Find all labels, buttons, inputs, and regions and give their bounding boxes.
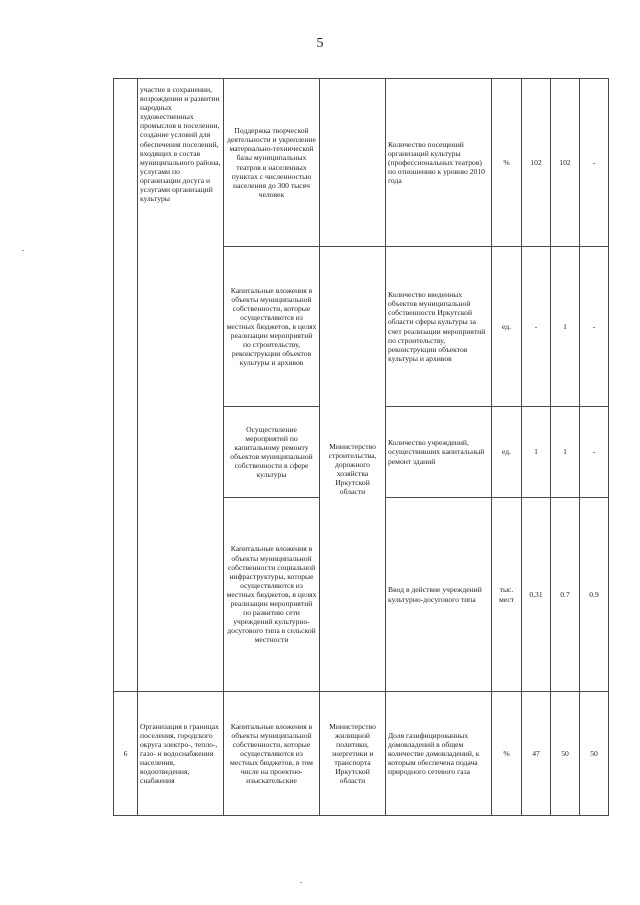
activity-cell: Осуществление мероприятий по капитальному ремонту объектов муниципальной собственности в сфере культуры — [224, 407, 320, 498]
value-cell: 102 — [551, 79, 580, 247]
value-cell: 1 — [522, 407, 551, 498]
value-cell: 102 — [522, 79, 551, 247]
scan-speck — [22, 250, 24, 251]
table-row — [114, 692, 609, 816]
activity-cell: Капитальные вложения в объекты муниципальной собственности, которые осуществляются из местных бюджетов, в целях реализации мероприятий по строительству, реконструкции объектов культуры и архивов — [224, 247, 320, 407]
value-cell: 0,31 — [522, 498, 551, 692]
activity-cell: Капитальные вложения в объекты муниципальной собственности социальной инфраструктуры, которые осуществляются из местных бюджетов, в целях реализации мероприятий по развитию сети учреждений культурно-досугового типа в сельской местности — [224, 498, 320, 692]
indicator-cell: Количество учреждений, осуществивших капитальный ремонт зданий — [386, 407, 492, 498]
value-cell: 1 — [551, 247, 580, 407]
unit-cell: тыс. мест — [492, 498, 522, 692]
indicator-cell: Количество введенных объектов муниципальной собственности Иркутской области сферы культуры за счет реализации мероприятий по строительству, реконструкции объектов культуры и архивов — [386, 247, 492, 407]
value-cell: - — [580, 247, 609, 407]
goal-cell: участие в сохранении, возрождении и развитии народных художественных промыслов в поселении, создание условий для обеспечения поселений, входящих в состав муниципального района, услугами по организации досуга и услугами организаций культуры — [138, 79, 224, 692]
unit-cell: ед. — [492, 247, 522, 407]
indicator-cell: Количество посещений организаций культуры (профессиональных театров) по отношению к уровню 2010 года — [386, 79, 492, 247]
organization-cell: Министерство строительства, дорожного хозяйства Иркутской области — [320, 247, 386, 692]
value-cell: 1 — [551, 407, 580, 498]
organization-cell: Министерство жилищной политики, энергетики и транспорта Иркутской области — [320, 692, 386, 816]
row-number — [114, 79, 138, 692]
unit-cell: % — [492, 692, 522, 816]
activity-cell: Капитальные вложения в объекты муниципальной собственности, которые осуществляются из местных бюджетов, в том числе на проектно-изыскательские — [224, 692, 320, 816]
organization-cell-empty — [320, 79, 386, 247]
value-cell: 47 — [522, 692, 551, 816]
value-cell: 0.7 — [551, 498, 580, 692]
goal-cell: Организация в границах поселения, городского округа электро-, тепло-, газо- и водоснабжения населения, водоотведения, снабжения — [138, 692, 224, 816]
value-cell: - — [522, 247, 551, 407]
value-cell: 50 — [551, 692, 580, 816]
indicator-cell: Ввод в действие учреждений культурно-досугового типа — [386, 498, 492, 692]
value-cell: - — [580, 79, 609, 247]
value-cell: 0.9 — [580, 498, 609, 692]
value-cell: 50 — [580, 692, 609, 816]
scan-speck — [300, 882, 302, 883]
unit-cell: ед. — [492, 407, 522, 498]
unit-cell: % — [492, 79, 522, 247]
row-number: 6 — [114, 692, 138, 816]
table-row — [114, 79, 609, 247]
indicators-table — [113, 78, 609, 816]
value-cell: - — [580, 407, 609, 498]
activity-cell: Поддержка творческой деятельности и укрепление материально-технической базы муниципальных театров в населенных пунктах с численностью населения до 300 тысяч человек — [224, 79, 320, 247]
indicator-cell: Доля газифицированных домовладений в общем количестве домовладений, к которым обеспечена подача природного сетевого газа — [386, 692, 492, 816]
page-number: 5 — [316, 36, 324, 51]
